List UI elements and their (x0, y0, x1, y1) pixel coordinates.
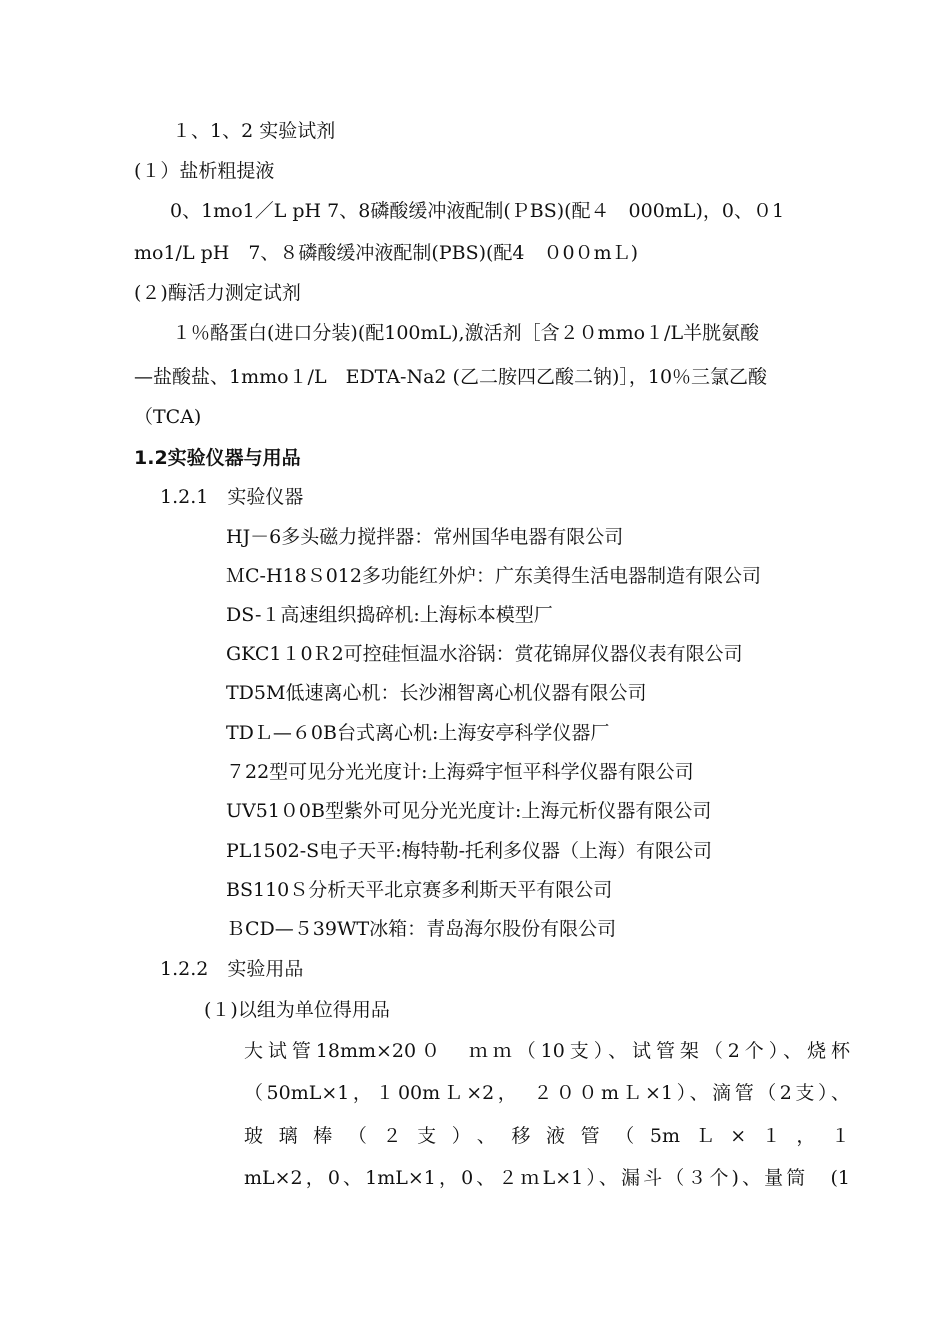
paragraph-line: （50mL×1，１00mＬ×2， ２００mＬ×1）、滴管（2支）、 (244, 1082, 850, 1104)
section-heading-reagents: １、1、2 实验试剂 (172, 120, 336, 142)
item-title-enzyme-assay: (２)酶活力测定试剂 (134, 282, 301, 304)
paragraph-line: １％酪蛋白(进口分装)(配100mL),激活剂［含２０mmo１/L半胱氨酸 (172, 322, 760, 344)
paragraph-line: —盐酸盐、1mmo１/L EDTA-Na2 (乙二胺四乙酸二钠)］，10％三氯乙酸 (134, 366, 768, 388)
subsection-heading-supplies: 1.2.2 实验用品 (160, 958, 304, 980)
paragraph-line: 0、1mo1／L pH 7、8磷酸缓冲液配制(ＰBS)(配４ 000mL)，0、０1 (170, 200, 785, 222)
instrument-item: PL1502-S电子天平:梅特勒-托利多仪器（上海）有限公司 (226, 840, 713, 862)
paragraph-line: mL×2，0、1mL×1，0、２ｍL×1）、漏斗（３个)、量筒 (1 (244, 1167, 850, 1189)
item-title-salting-out: (１）盐析粗提液 (134, 160, 275, 182)
paragraph-line: 玻璃棒（２支）、移液管（5mＬ×１，１ (244, 1125, 850, 1147)
section-heading-instruments-supplies: 1.2实验仪器与用品 (134, 447, 301, 469)
instrument-item: ７22型可见分光光度计:上海舜宇恒平科学仪器有限公司 (226, 761, 694, 783)
instrument-item: BS110Ｓ分析天平北京赛多利斯天平有限公司 (226, 879, 613, 901)
instrument-item: UV51０0B型紫外可见分光光度计:上海元析仪器有限公司 (226, 800, 712, 822)
paragraph-line: mo1/L pH 7、８磷酸缓冲液配制(PBS)(配4 ０0０mＬ) (134, 242, 639, 264)
instrument-item: TDＬ—６0B台式离心机:上海安亭科学仪器厂 (226, 722, 610, 744)
instrument-item: DS-１高速组织捣碎机:上海标本模型厂 (226, 604, 553, 626)
paragraph-line: （TCA) (134, 406, 202, 428)
instrument-item: HJ－6多头磁力搅拌器：常州国华电器有限公司 (226, 526, 624, 548)
instrument-item: TD5M低速离心机：长沙湘智离心机仪器有限公司 (226, 682, 647, 704)
instrument-item: ＢCD—５39WT冰箱：青岛海尔股份有限公司 (226, 918, 617, 940)
instrument-item: GKC1１0Ｒ2可控硅恒温水浴锅：赏花锦屏仪器仪表有限公司 (226, 643, 743, 665)
paragraph-line: 大试管18mm×20０ ｍｍ（10支）、试管架（2个）、烧杯 (244, 1040, 850, 1062)
item-title-group-supplies: (１)以组为单位得用品 (204, 999, 390, 1021)
instrument-item: ＭC-H18Ｓ012多功能红外炉：广东美得生活电器制造有限公司 (226, 565, 761, 587)
subsection-heading-instruments: 1.2.1 实验仪器 (160, 486, 304, 508)
